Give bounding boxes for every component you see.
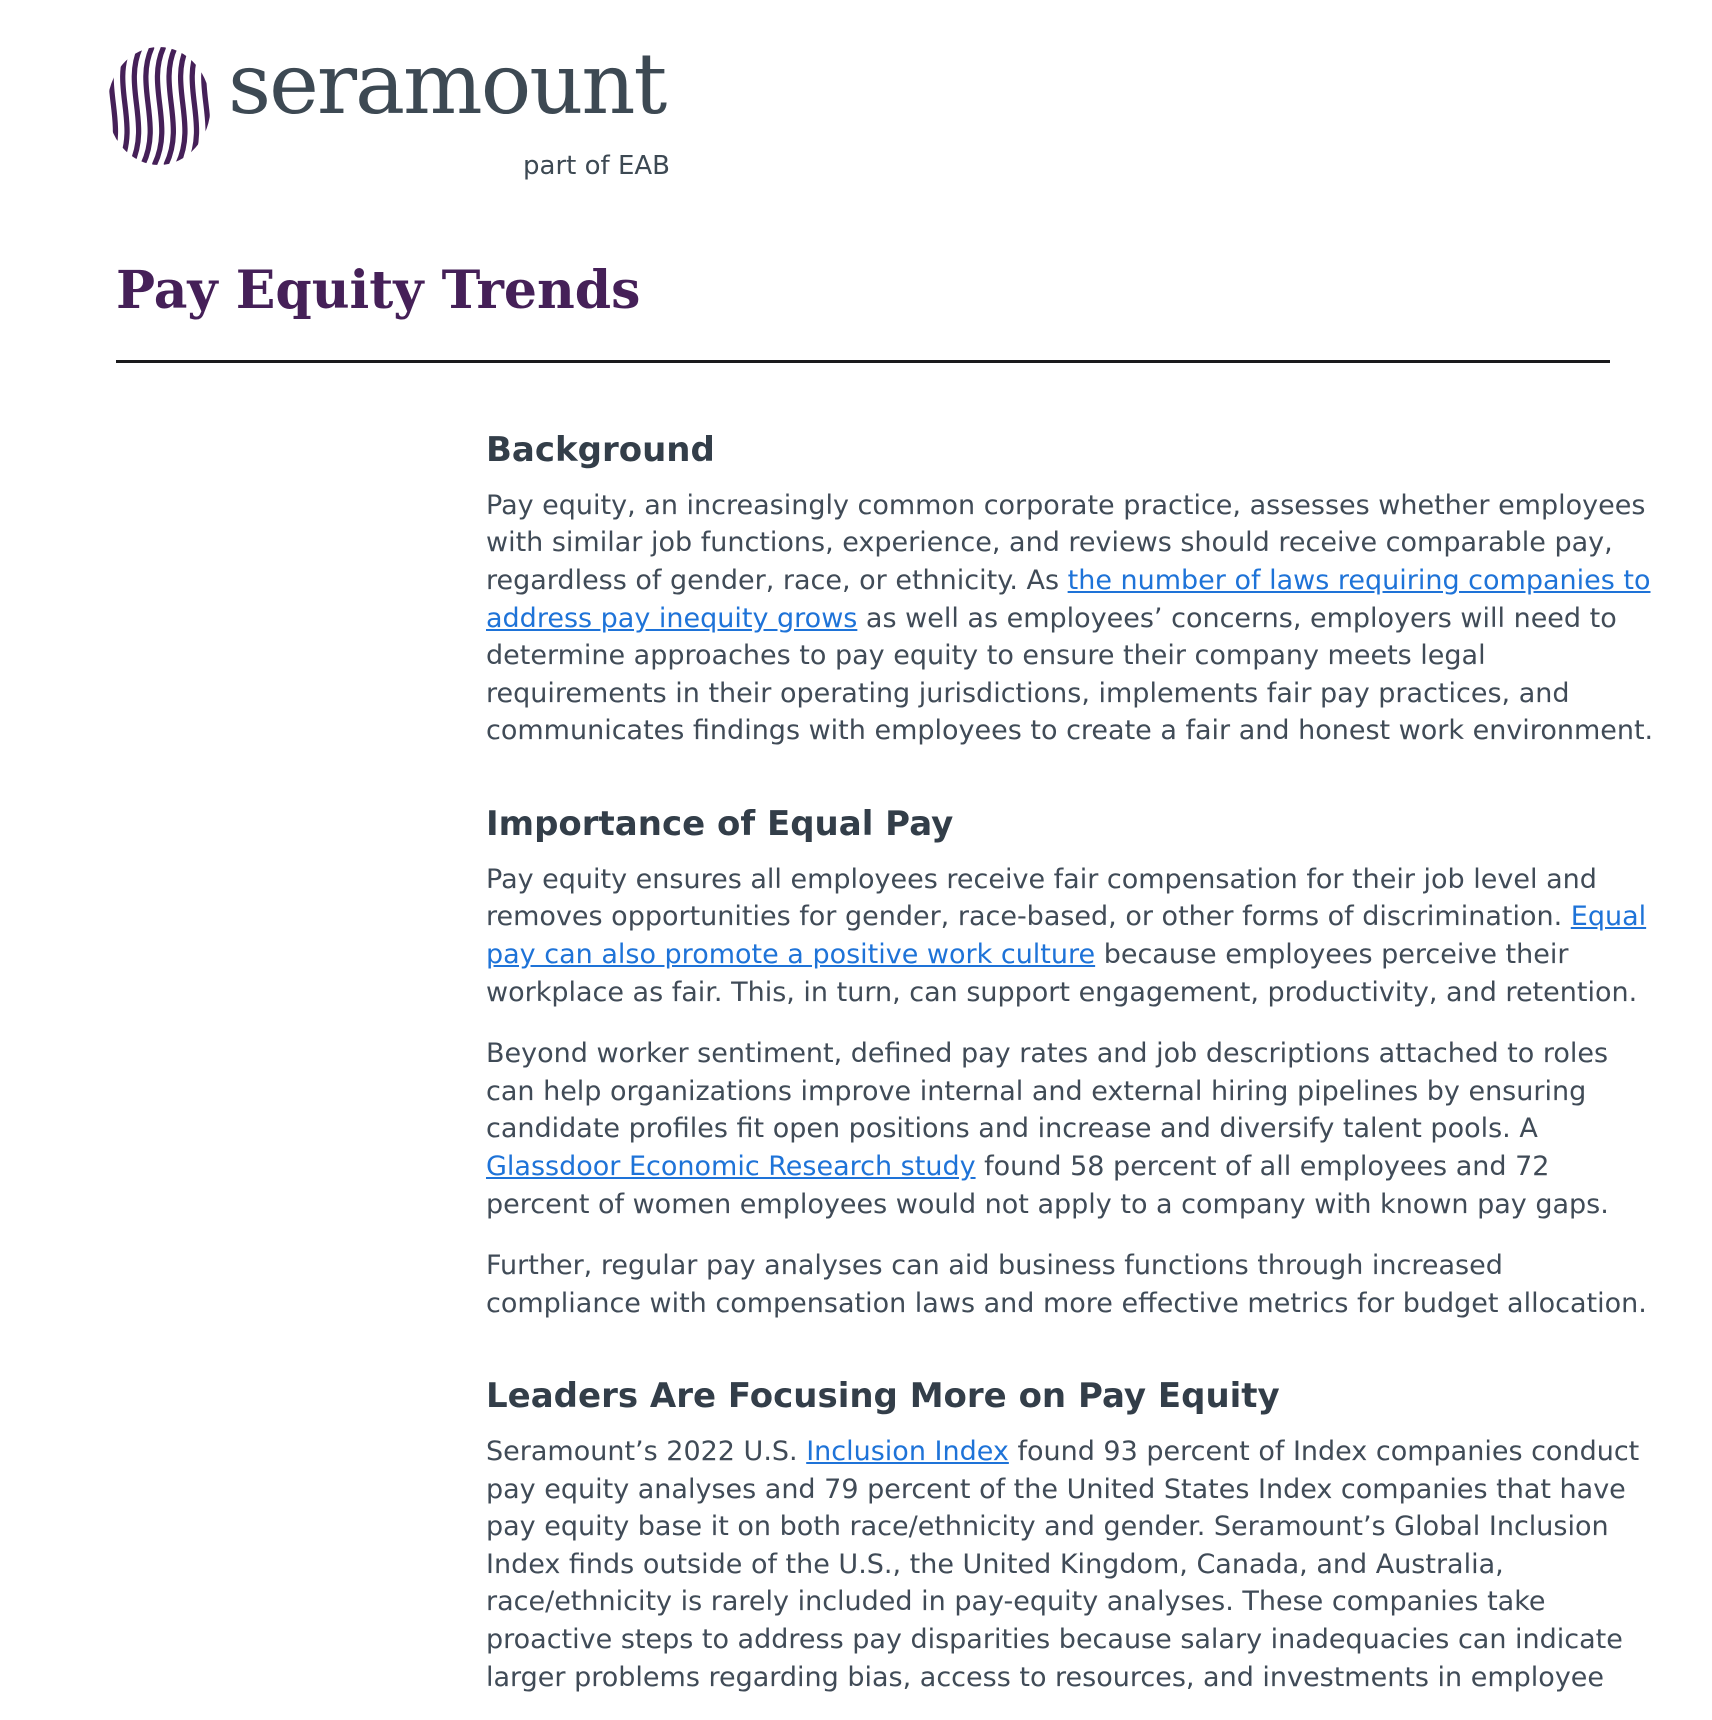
text-segment: with similar job functions, experience, and reviews should receive comparable pay, <box>486 527 1613 559</box>
text-segment: race/ethnicity is rarely included in pay-equity analyses. These companies take <box>486 1586 1546 1618</box>
text-segment: Pay equity, an increasingly common corporate practice, assesses whether employees <box>486 489 1646 521</box>
paragraph <box>486 487 1654 750</box>
text-segment: larger problems regarding bias, access to resources, and investments in employee <box>486 1661 1605 1693</box>
pay-inequity-laws-link[interactable]: the number of laws requiring companies to <box>1067 564 1651 596</box>
text-segment: determine approaches to pay equity to ensure their company meets legal <box>486 640 1486 672</box>
article-body <box>486 430 1654 1720</box>
text-line <box>486 1471 1646 1509</box>
text-line <box>486 600 1646 638</box>
text-segment: as well as employees’ concerns, employers will need to <box>857 602 1617 634</box>
text-segment: communicates findings with employees to create a fair and honest work environment. <box>486 715 1654 747</box>
text-segment: found 93 percent of Index companies conduct <box>1008 1436 1640 1468</box>
text-segment: Seramount’s 2022 U.S. <box>486 1436 807 1468</box>
text-segment: Further, regular pay analyses can aid business functions through increased <box>486 1250 1503 1282</box>
text-line <box>486 675 1646 713</box>
seramount-logo-mark-icon <box>106 46 212 166</box>
text-segment: pay equity base it on both race/ethnicity and gender. Seramount’s Global Inclusion <box>486 1511 1609 1543</box>
inclusion-index-link[interactable]: Inclusion Index <box>806 1436 1009 1468</box>
text-line <box>486 637 1646 675</box>
text-line <box>486 1583 1646 1621</box>
text-line <box>486 1546 1646 1584</box>
title-divider <box>116 360 1610 363</box>
text-segment: Beyond worker sentiment, defined pay rates and job descriptions attached to roles <box>486 1038 1609 1070</box>
section-heading: Background <box>486 430 715 470</box>
text-segment: removes opportunities for gender, race-based, or other forms of discrimination. <box>486 901 1571 933</box>
text-segment: can help organizations improve internal and external hiring pipelines by ensuring <box>486 1075 1587 1107</box>
text-line <box>486 487 1646 525</box>
text-line <box>486 1508 1646 1546</box>
section-heading: Leaders Are Focusing More on Pay Equity <box>486 1376 1280 1417</box>
text-line <box>486 1110 1646 1148</box>
paragraph <box>486 1035 1646 1223</box>
text-line <box>486 562 1651 600</box>
glassdoor-study-link[interactable]: Glassdoor Economic Research study <box>486 1150 976 1182</box>
text-line <box>486 1247 1646 1285</box>
text-line <box>486 1073 1646 1111</box>
text-line <box>486 712 1654 750</box>
text-line <box>486 1621 1646 1659</box>
text-line <box>486 1035 1646 1073</box>
text-line <box>486 1186 1646 1224</box>
text-segment: because employees perceive their <box>1095 938 1569 970</box>
logo-tagline: part of EAB <box>523 151 670 181</box>
paragraph <box>486 861 1646 1011</box>
text-line <box>486 1148 1646 1186</box>
text-line <box>486 898 1646 936</box>
text-segment: compliance with compensation laws and more effective metrics for budget allocation. <box>486 1287 1647 1319</box>
text-segment: found 58 percent of all employees and 72 <box>975 1150 1550 1182</box>
paragraph <box>486 1433 1646 1696</box>
text-segment: requirements in their operating jurisdictions, implements fair pay practices, and <box>486 677 1570 709</box>
text-segment: pay equity analyses and 79 percent of the United States Index companies that have <box>486 1473 1626 1505</box>
text-line <box>486 936 1646 974</box>
text-segment: candidate profiles fit open positions and increase and diversify talent pools. A <box>486 1113 1538 1145</box>
logo-brand-text: seramount <box>228 35 666 133</box>
text-line <box>486 1285 1646 1323</box>
text-segment: regardless of gender, race, or ethnicity. As <box>486 564 1068 596</box>
text-line <box>486 1659 1646 1697</box>
text-line <box>486 861 1646 899</box>
equal-pay-culture-link[interactable]: pay can also promote a positive work culture <box>486 938 1096 970</box>
text-segment: percent of women employees would not apply to a company with known pay gaps. <box>486 1188 1609 1220</box>
text-line <box>486 524 1646 562</box>
text-line <box>486 1433 1646 1471</box>
pay-inequity-laws-link[interactable]: address pay inequity grows <box>486 602 858 634</box>
text-segment: proactive steps to address pay disparities because salary inadequacies can indicate <box>486 1624 1623 1656</box>
text-segment: Index finds outside of the U.S., the United Kingdom, Canada, and Australia, <box>486 1548 1504 1580</box>
paragraph <box>486 1247 1646 1322</box>
text-line <box>486 974 1646 1012</box>
text-segment: Pay equity ensures all employees receive fair compensation for their job level and <box>486 863 1597 895</box>
section-heading: Importance of Equal Pay <box>486 803 954 844</box>
page-title: Pay Equity Trends <box>116 260 641 321</box>
text-segment: workplace as fair. This, in turn, can support engagement, productivity, and retention. <box>486 976 1638 1008</box>
equal-pay-culture-link[interactable]: Equal <box>1570 901 1647 933</box>
